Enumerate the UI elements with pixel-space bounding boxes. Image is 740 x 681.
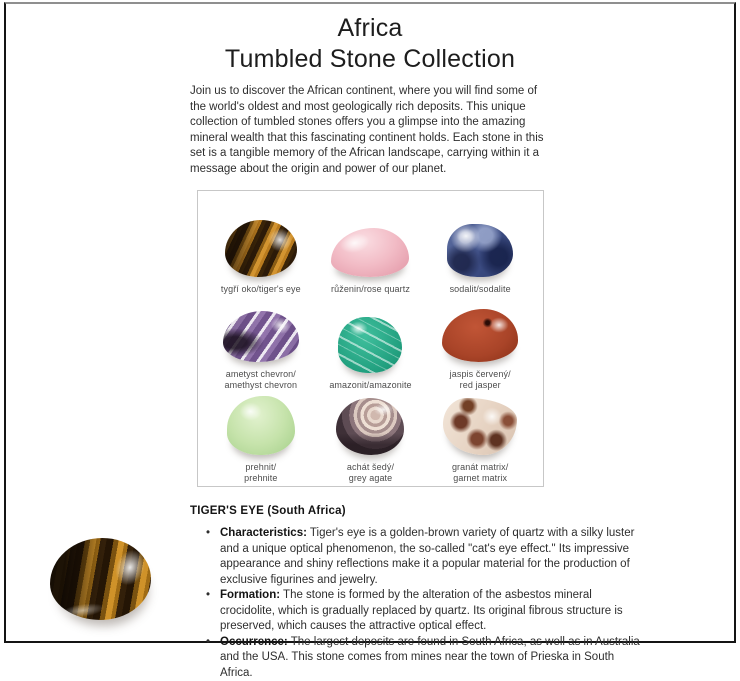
page-title bbox=[6, 13, 734, 75]
stone-label: achát šedý/ grey agate bbox=[347, 462, 394, 484]
tiger-eye-stone-image bbox=[225, 220, 297, 277]
stone-label: růženin/rose quartz bbox=[331, 284, 410, 295]
grid-cell-rose-quartz bbox=[316, 193, 426, 297]
grid-cell-grey-agate bbox=[316, 393, 426, 486]
stone-label: ametyst chevron/ amethyst chevron bbox=[225, 369, 298, 391]
sodalite-stone-image bbox=[447, 224, 513, 277]
stone-label: tygří oko/tiger's eye bbox=[221, 284, 301, 295]
title-line-1: Africa bbox=[6, 13, 734, 44]
prehnite-stone-image bbox=[227, 396, 295, 455]
bullet-characteristics bbox=[206, 526, 642, 588]
amethyst-chevron-stone-image bbox=[223, 311, 299, 362]
bullet-label: Formation: bbox=[220, 589, 280, 601]
detail-heading: TIGER'S EYE (South Africa) bbox=[190, 505, 346, 517]
amazonite-stone-image bbox=[338, 317, 402, 373]
stone-label: granát matrix/ garnet matrix bbox=[452, 462, 508, 484]
stone-label: amazonit/amazonite bbox=[329, 380, 411, 391]
bullet-occurrence bbox=[206, 635, 642, 681]
intro-paragraph: Join us to discover the African continent, where you will find some of the world's oldest and most geologically rich deposits. This unique collection of tumbled stones offers you a glimpse into the amazing mineral wealth that this fascinating continent holds. Each stone in this set is a tangible memory of the African landscape, carrying within it a message about the origin and power of our planet. bbox=[190, 84, 544, 177]
grid-cell-sodalite bbox=[425, 193, 535, 297]
bullet-formation bbox=[206, 588, 642, 635]
grid-cell-prehnite bbox=[206, 393, 316, 486]
grid-cell-tiger-eye bbox=[206, 193, 316, 297]
grid-cell-amethyst-chevron bbox=[206, 297, 316, 393]
stone-label: prehnit/ prehnite bbox=[244, 462, 277, 484]
stone-collection-grid bbox=[197, 190, 544, 487]
bullet-text: The stone is formed by the alteration of the asbestos mineral crocidolite, which is gradually replaced by quartz. Its original fibrous structure is preserved, which causes the attractive optical effect. bbox=[220, 589, 623, 632]
bullet-text: The largest deposits are found in South Africa, as well as in Australia and the USA. This stone comes from mines near the town of Prieska in South Africa. bbox=[220, 636, 640, 679]
tiger-eye-detail-photo bbox=[46, 532, 156, 632]
grid-cell-garnet-matrix bbox=[425, 393, 535, 486]
stone-label: sodalit/sodalite bbox=[450, 284, 511, 295]
tiger-eye-photo-image bbox=[50, 538, 151, 620]
bullet-label: Characteristics: bbox=[220, 527, 307, 539]
grey-agate-stone-image bbox=[336, 398, 404, 455]
page-frame bbox=[4, 2, 736, 643]
rose-quartz-stone-image bbox=[331, 228, 409, 277]
grid-cell-red-jasper bbox=[425, 297, 535, 393]
stone-label: jaspis červený/ red jasper bbox=[450, 369, 511, 391]
garnet-matrix-stone-image bbox=[443, 398, 517, 455]
grid-cell-amazonite bbox=[316, 297, 426, 393]
detail-bullet-list bbox=[206, 526, 642, 681]
bullet-text: Tiger's eye is a golden-brown variety of quartz with a silky luster and a unique optical phenomenon, the so-called "cat's eye effect." Its impressive appearance and shiny reflections make it a popular material for the production of exclusive figurines and jewelry. bbox=[220, 527, 634, 586]
bullet-label: Occurrence: bbox=[220, 636, 288, 648]
title-line-2: Tumbled Stone Collection bbox=[6, 44, 734, 75]
red-jasper-stone-image bbox=[442, 309, 518, 362]
